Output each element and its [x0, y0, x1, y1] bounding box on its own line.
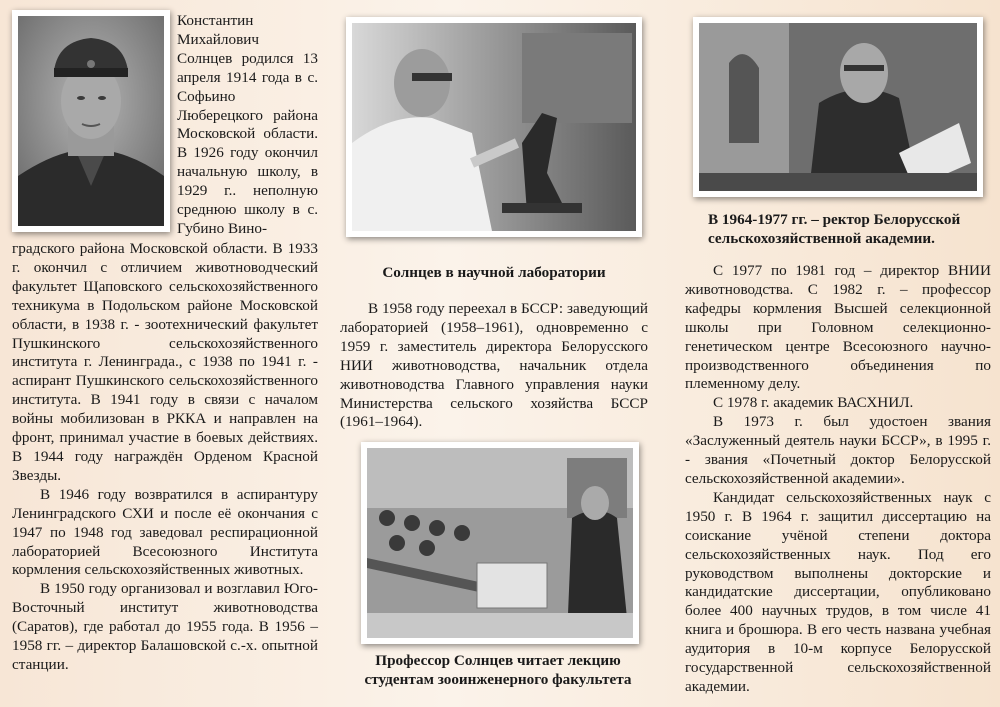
laboratory-caption: Солнцев в научной лаборатории: [382, 264, 606, 281]
career-paragraph-4: Кандидат сельскохозяйственных наук с 1950 г. В 1964 г. защитил диссертацию на соискание учёной степени доктора сельскохозяйственных наук. Под его руководством выполнены докторские и кандидатские диссертации, опубликовано более 400 научных трудов, в том числе 41 книга и брошюра. В его честь названа учебная аудитория в 10-м корпусе Белорусской государственной сельскохозяйственной академии.: [685, 488, 991, 695]
lecture-photo: [361, 442, 639, 644]
column-1-float-text: Константин Михайлович Солнцев родился 13 апреля 1914 года в с. Софьино Люберецкого района Московской области. В 1926 году окончил начальную школу, в 1929 г.. неполную среднюю школу в с. Губино Вино-: [177, 12, 318, 237]
bio-paragraph-2: В 1946 году возвратился в аспирантуру Ленинградского СХИ и после её окончания с 1947 по 1948 год заведовал респирационной лабораторией Всесоюзного Института кормления сельскохозяйственных животных.: [12, 485, 318, 579]
column-3-text: [685, 262, 991, 697]
bio-paragraph-3: В 1950 году организовал и возглавил Юго-Восточный институт животноводства (Саратов), где работал до 1955 года. В 1956 –1958 гг. – директор Балашовской с.-х. опытной станции.: [12, 580, 318, 673]
laboratory-photo: [346, 17, 642, 237]
lecture-caption: Профессор Солнцев читает лекцию студентам зооинженерного факультета: [364, 652, 632, 688]
bio-paragraph-1: градского района Московской области. В 1933 г. окончил с отличием животноводческий факультет Щаповского сельскохозяйственного техникума в Подольском районе Московской области, в 1938 г. - зоотехнический факультет Пушкинского сельскохозяйственного института г. Ленинграда., с 1938 по 1941 г. - аспирант Пушкинского сельскохозяйственного института. В 1941 году в связи с началом войны мобилизован в РККА и направлен на фронт, принимал участие в боевых действиях. В 1944 году награждён Орденом Красной Звезды.: [12, 240, 318, 484]
rector-caption: В 1964-1977 гг. – ректор Белорусской сельскохозяйственной академии.: [708, 211, 961, 247]
career-paragraph-1: С 1977 по 1981 год – директор ВНИИ животноводства. С 1982 г. – профессор кафедры кормления Высшей селекционной школы при Головном селекционно-генетическом центре Всесоюзного научно-производственного объединения по племенному делу.: [685, 262, 991, 393]
rector-photo: [693, 17, 983, 197]
career-paragraph-3: В 1973 г. был удостоен звания «Заслуженный деятель науки БССР», в 1995 г. - звания «Почетный доктор Белорусской сельскохозяйственной академии».: [685, 413, 991, 487]
portrait-photo: [12, 10, 170, 232]
career-paragraph-2: С 1978 г. академик ВАСХНИЛ.: [713, 394, 914, 412]
column-1-text: [12, 240, 318, 675]
column-2-text: В 1958 году переехал в БССР: заведующий лабораторией (1958–1961), одновременно с 1959 г. заместитель директора Белорусского НИИ животноводства, начальник отдела животноводства Главного управления науки Министерства сельского хозяйства БССР (1961–1964).: [340, 300, 648, 431]
